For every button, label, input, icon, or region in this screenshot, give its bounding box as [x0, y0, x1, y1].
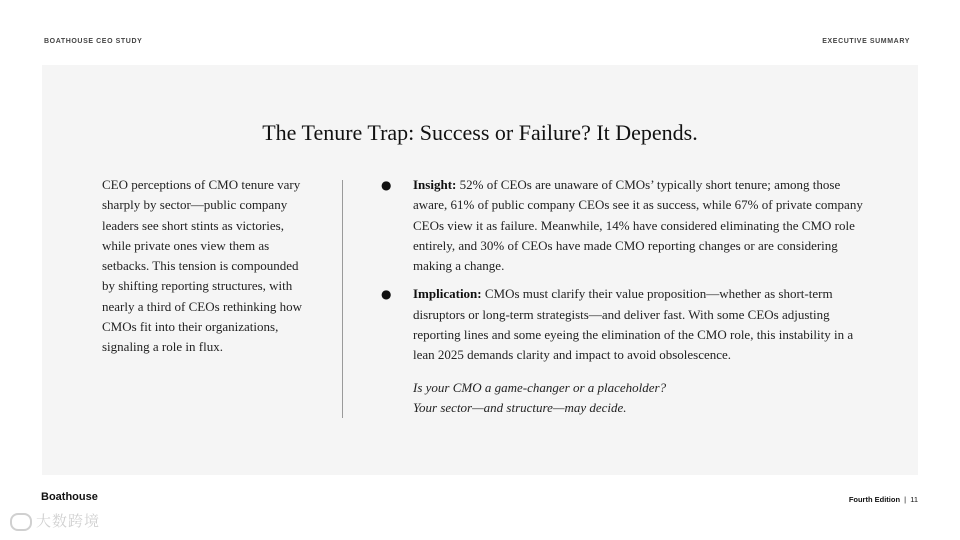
edition-separator: | — [904, 495, 907, 504]
edition-label: Fourth Edition — [848, 495, 901, 504]
bullet-label: Implication: — [413, 286, 482, 302]
bullet-dot-icon: ● — [381, 178, 392, 192]
bullet-insight — [375, 175, 875, 276]
slide-title: The Tenure Trap: Success or Failure? It Depends. — [262, 120, 698, 145]
watermark-logo-icon — [10, 513, 32, 531]
closing-line-2: Your sector—and structure—may decide. — [413, 399, 627, 415]
header-section-label: EXECUTIVE SUMMARY — [822, 38, 910, 45]
bullet-label: Insight: — [413, 177, 457, 192]
bullet-text: 52% of CEOs are unaware of CMOs’ typically short tenure; among those aware, 61% of public company CEOs see it as success, while 67% of private company CEOs view it as failure. Meanwhile, 14% have considered eliminating the CMO role entirely, and 30% of CEOs have made CMO reporting changes or are considering making a change. — [413, 177, 863, 274]
footer-edition — [849, 495, 918, 504]
page-number: 11 — [910, 495, 918, 504]
footer-logo: Boathouse — [41, 491, 98, 503]
watermark-text: 大数跨境 — [36, 512, 101, 530]
header-study-label: BOATHOUSE CEO STUDY — [44, 38, 143, 45]
bullet-dot-icon: ● — [381, 287, 392, 302]
content-panel — [42, 65, 918, 475]
bullet-list — [375, 175, 875, 418]
bullet-implication — [375, 284, 875, 365]
summary-text: CEO perceptions of CMO tenure vary sharply by sector—public company leaders see short stints as victories, while private ones view them as setbacks. This tension is compounded by shifting reporting structures, with nearly a third of CEOs rethinking how CMOs fit into their organizations, signaling a role in flux. — [102, 177, 303, 355]
closing-question — [375, 378, 875, 419]
bullet-text: CMOs must clarify their value proposition—whether as short-term disruptors or long-term strategists—and deliver fast. With some CEOs adjusting reporting lines and some eyeing the elimination of the CMO role, this instability in a lean 2025 demands clarity and impact to avoid obsolescence. — [413, 286, 854, 363]
column-divider — [342, 180, 343, 418]
watermark — [10, 510, 100, 531]
closing-line-1: Is your CMO a game-changer or a placeholder? — [413, 379, 667, 395]
